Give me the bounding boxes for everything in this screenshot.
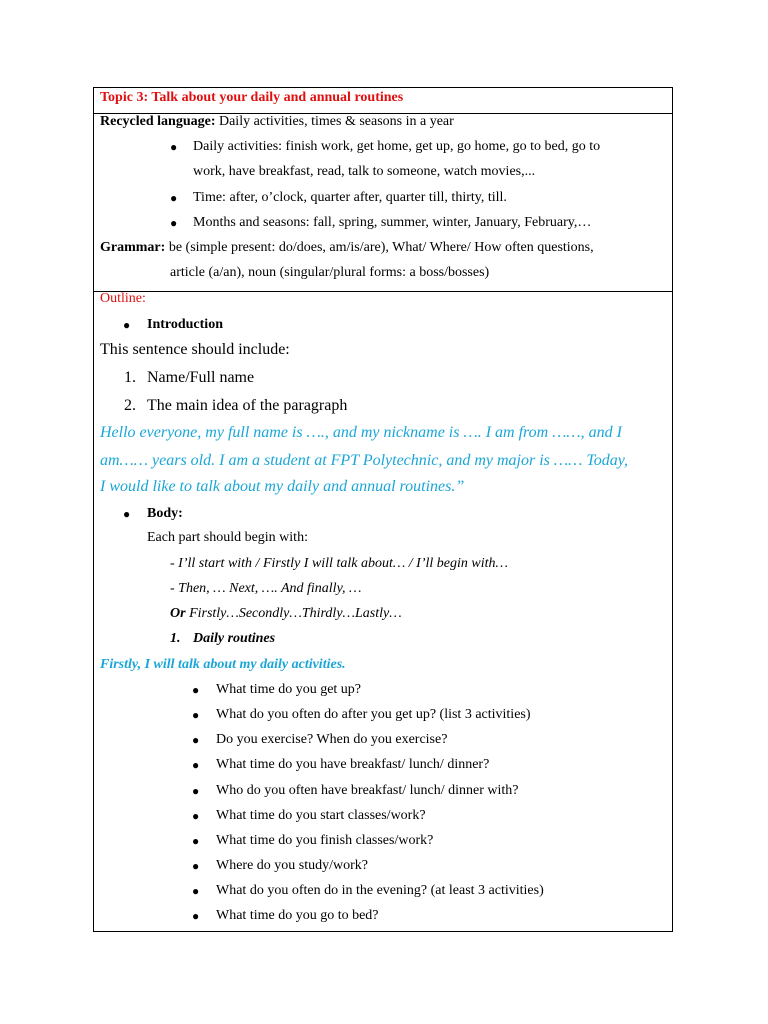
- or-rest: Firstly…Secondly…Thirdly…Lastly…: [185, 606, 402, 621]
- sample-intro-line-2: am…… years old. I am a student at FPT Polytechnic, and my major is …… Today,: [100, 452, 628, 469]
- intro-number-1: 1.: [124, 369, 136, 386]
- bullet-icon: ●: [192, 683, 200, 697]
- question-item: What do you often do after you get up? (list 3 activities): [216, 707, 531, 722]
- section-title: Daily routines: [193, 631, 276, 646]
- bullet-icon: ●: [170, 191, 178, 205]
- starter-2: - Then, … Next, …. And finally, …: [170, 581, 362, 596]
- recycled-text: Daily activities, times & seasons in a year: [215, 114, 454, 129]
- recycled-item-1: Daily activities: finish work, get home, get up, go home, go to bed, go to: [193, 139, 601, 154]
- recycled-label: Recycled language:: [100, 114, 216, 129]
- topic-title: Topic 3: Talk about your daily and annual routines: [100, 90, 404, 105]
- recycled-item-1-cont: work, have breakfast, read, talk to someone, watch movies,...: [193, 164, 536, 179]
- intro-item-2: The main idea of the paragraph: [147, 397, 348, 414]
- body-heading: Body:: [147, 506, 183, 521]
- sample-intro-line-1: Hello everyone, my full name is …., and my nickname is …. I am from ……, and I: [100, 424, 622, 441]
- or-word: Or: [170, 606, 186, 621]
- starter-3: [170, 605, 402, 623]
- question-item: What time do you have breakfast/ lunch/ dinner?: [216, 757, 490, 772]
- question-item: What time do you start classes/work?: [216, 808, 426, 823]
- question-item: What do you often do in the evening? (at least 3 activities): [216, 883, 544, 898]
- outline-title: Outline:: [100, 291, 146, 306]
- bullet-icon: ●: [170, 140, 178, 154]
- intro-item-1: Name/Full name: [147, 369, 255, 386]
- grammar-line-2: article (a/an), noun (singular/plural forms: a boss/bosses): [170, 265, 490, 280]
- recycled-item-2: Time: after, o’clock, quarter after, quarter till, thirty, till.: [193, 190, 507, 205]
- grammar-label: Grammar:: [100, 240, 166, 255]
- recycled-language-line: [100, 113, 454, 131]
- bullet-icon: ●: [192, 784, 200, 798]
- question-item: What time do you finish classes/work?: [216, 833, 434, 848]
- bullet-icon: ●: [123, 318, 131, 332]
- bullet-icon: ●: [192, 758, 200, 772]
- bullet-icon: ●: [192, 708, 200, 722]
- starter-1: - I’ll start with / Firstly I will talk about… / I’ll begin with…: [170, 556, 508, 571]
- grammar-text: be (simple present: do/does, am/is/are), What/ Where/ How often questions,: [165, 240, 594, 255]
- intro-note: This sentence should include:: [100, 341, 290, 358]
- recycled-item-3: Months and seasons: fall, spring, summer, winter, January, February,…: [193, 215, 592, 230]
- bullet-icon: ●: [192, 884, 200, 898]
- sample-intro-line-3: I would like to talk about my daily and annual routines.”: [100, 478, 465, 495]
- question-item: Do you exercise? When do you exercise?: [216, 732, 448, 747]
- question-item: What time do you get up?: [216, 682, 362, 697]
- body-note: Each part should begin with:: [147, 530, 308, 545]
- bullet-icon: ●: [192, 859, 200, 873]
- topic-row: [94, 88, 672, 114]
- question-item: Where do you study/work?: [216, 858, 369, 873]
- section-number: 1.: [170, 631, 181, 646]
- bullet-icon: ●: [170, 216, 178, 230]
- question-item: What time do you go to bed?: [216, 908, 379, 923]
- bullet-icon: ●: [123, 507, 131, 521]
- intro-number-2: 2.: [124, 397, 136, 414]
- bullet-icon: ●: [192, 809, 200, 823]
- grammar-line: [100, 239, 594, 257]
- intro-heading: Introduction: [147, 317, 223, 332]
- bullet-icon: ●: [192, 909, 200, 923]
- firstly-line: Firstly, I will talk about my daily activities.: [100, 657, 346, 672]
- bullet-icon: ●: [192, 834, 200, 848]
- bullet-icon: ●: [192, 733, 200, 747]
- question-item: Who do you often have breakfast/ lunch/ dinner with?: [216, 783, 519, 798]
